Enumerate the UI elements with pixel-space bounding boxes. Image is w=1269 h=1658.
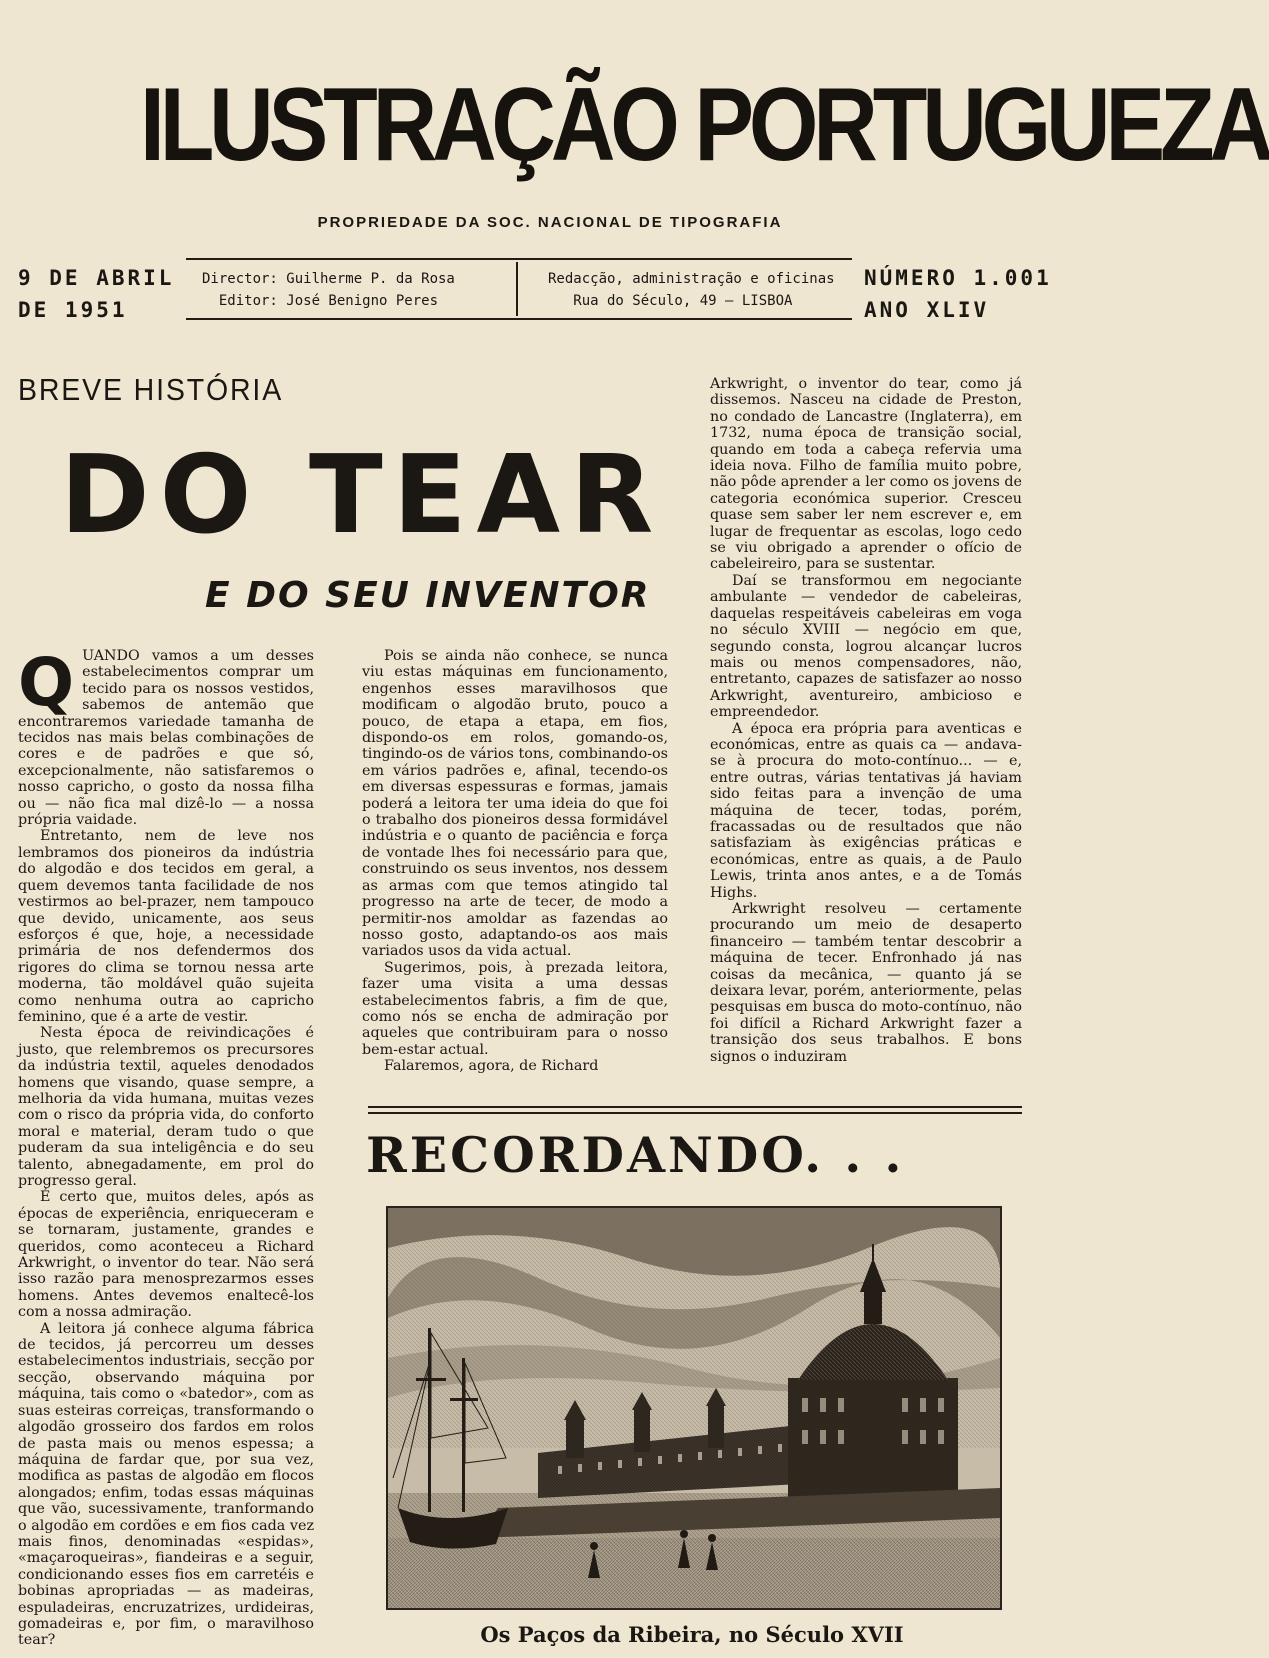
engraving-caption: Os Paços da Ribeira, no Século XVII: [480, 1622, 904, 1647]
section-rule: [368, 1112, 1022, 1114]
section-rule: [368, 1106, 1022, 1108]
paragraph: A leitora já conhece alguma fábrica de tecidos, já percorreu um desses estabelecimentos industriais, secção por secção, observando máquina por máquina, tais como o «batedor», com as suas esteiras correiças, transformando o algodão grosseiro dos fardos em rolos de pasta mais ou menos espessa; a máquina de fardar que, por sua vez, modifica as pastas de algodão em flocos alongados; enfim, todas essas máquinas que vão, sucessivamente, tranformando o algodão em cordões e em fios cada vez mais finos, denominadas «espidas», «maçaroqueiras», fiandeiras e a seguir, condicionando esses fios em carretéis e bobinas apropriadas — as madeiras, espuladeiras, encruzatrizes, urdideiras, gomadeiras e, por fim, o maravilhoso tear?: [18, 1320, 314, 1649]
issue-date: 9 DE ABRIL DE 1951: [18, 266, 175, 322]
staff-box: [186, 258, 852, 320]
article-subhead: E DO SEU INVENTOR: [205, 575, 651, 616]
paragraph: Daí se transformou em negociante ambulante — vendedor de cabeleiras, daquelas respeitáveis cabeleiras em voga no século XVIII — negócio em que, segundo consta, logrou alcançar lucros mais ou menos compensadores, não, entretanto, capazes de satisfazer ao nosso Arkwright, aventureiro, ambicioso e empreendedor.: [710, 572, 1022, 721]
paragraph: UANDO vamos a um desses estabelecimentos comprar um tecido para os nossos vestidos, sabemos de antemão que encontraremos variedade tamanha de tecidos nas mais belas combinações de cores e de padrões e que só, excepcionalmente, não satisfaremos o nosso capricho, o gosto da nossa filha ou — não fica mal dizê-lo — a nossa própria vaidade.: [18, 648, 314, 829]
article-column-1: [18, 644, 314, 1658]
ownership-line: PROPRIEDADE DA SOC. NACIONAL DE TIPOGRAFIA: [317, 214, 783, 231]
paragraph: A época era própria para aventicas e económicas, entre as quais ca — andava-se à procura do moto-contínuo... — e, entre outras, várias tentativas já haviam sido feitas para a invenção de uma máquina de tecer, todas, porém, fracassadas ou de resultados que não satisfaziam às exigências práticas e económicas, entre as quais, a de Paulo Lewis, trinta anos antes, e a de Tomás Highs.: [710, 720, 1022, 901]
header-divider: [516, 262, 518, 316]
paragraph: Sugerimos, pois, à prezada leitora, fazer uma visita a uma dessas estabelecimentos fabris, a fim de que, como nós se encha de admiração por aqueles que contribuiram para o nosso bem-estar actual.: [362, 959, 668, 1058]
paragraph: É certo que, muitos deles, após as épocas de experiência, enriqueceram e se tornaram, justamente, grandes e queridos, como aconteceu a Richard Arkwright, o inventor do tear. Não será isso razão para menosprezarmos esses homens. Antes devemos enaltecê-los com a nossa admiração.: [18, 1189, 314, 1321]
paragraph: Pois se ainda não conhece, se nunca viu estas máquinas em funcionamento, engenhos esses maravilhosos que modificam o algodão bruto, pouco a pouco, de etapa a etapa, em fios, dispondo-os em rolos, gomando-os, tingindo-os de vários tons, combinando-os em vários padrões e, afinal, tecendo-os em diversas espessuras e formas, jamais poderá a leitora ter uma ideia do que foi o trabalho dos pioneiros dessa formidável indústria e o quanto de paciência e força de vontade lhes foi necessário para que, construindo os seus inventos, nos dessem as armas com que temos atingido tal progresso na arte de tecer, de modo a permitir-nos amoldar as fazendas ao nosso gosto, adaptando-os aos mais variados usos da vida actual.: [362, 648, 668, 960]
paragraph: Falaremos, agora, de Richard: [384, 1058, 599, 1075]
paragraph: Entretanto, nem de leve nos lembramos dos pioneiros da indústria do algodão e dos tecidos em geral, a quem devemos tanta facilidade de nos vestirmos ao bel-prazer, nem tampouco que devido, unicamente, aos seus esforços é que, hoje, a necessidade primária de nos defendermos dos rigores do clima se tornou nessa arte moderna, tão moldável quão sujeita como nenhuma outra ao capricho feminino, que é a arte de vestir.: [18, 828, 314, 1025]
drop-cap: Q: [18, 644, 75, 721]
office-address: Redacção, administração e oficinas Rua do Século, 49 — LISBOA: [548, 271, 835, 309]
article-column-2: [362, 648, 668, 1086]
feature-title: RECORDANDO. . .: [366, 1126, 905, 1184]
paragraph: Nesta época de reivindicações é justo, que relembremos os precursores da indústria textil, aqueles denodados homens que visando, quase sempre, a melhoria da vida humana, muitas vezes com o risco da própria vida, do conforto moral e material, deram tudo o que puderam da sua inteligência e do seu talento, abnegadamente, em prol do progresso geral.: [18, 1025, 314, 1189]
article-headline: DO TEAR: [60, 433, 664, 558]
article-column-3: [710, 376, 1022, 1086]
staff-credits: Director: Guilherme P. da Rosa Editor: José Benigno Peres: [202, 271, 455, 309]
engraving-palace-ship-icon: [386, 1206, 1002, 1610]
article-kicker: BREVE HISTÓRIA: [18, 372, 284, 407]
masthead-title: ILUSTRAÇÃO PORTUGUEZA: [140, 67, 1269, 183]
paragraph: Arkwright resolveu — certamente procurando um meio de desaperto financeiro — também tentar descobrir a máquina de tecer. Enfronhado já nas coisas da mecânica, — quanto já se deixara levar, porém, anteriormente, pelas pesquisas em busca do moto-contínuo, não foi difícil a Richard Arkwright fazer a transição dos seus trabalhos. E bons signos o induziram: [710, 901, 1022, 1065]
paragraph: Arkwright, o inventor do tear, como já dissemos. Nasceu na cidade de Preston, no condado de Lancastre (Inglaterra), em 1732, numa época de transição social, quando em toda a cabeça refervia uma ideia nova. Filho de família muito pobre, não pôde aprender a ler como os jovens de categoria económica superior. Cresceu quase sem saber ler nem escrever e, em lugar de frequentar as escolas, logo cedo se viu obrigado a aprender o ofício de cabeleireiro, para se sustentar.: [710, 376, 1022, 573]
issue-number: NÚMERO 1.001 ANO XLIV: [864, 266, 1052, 322]
